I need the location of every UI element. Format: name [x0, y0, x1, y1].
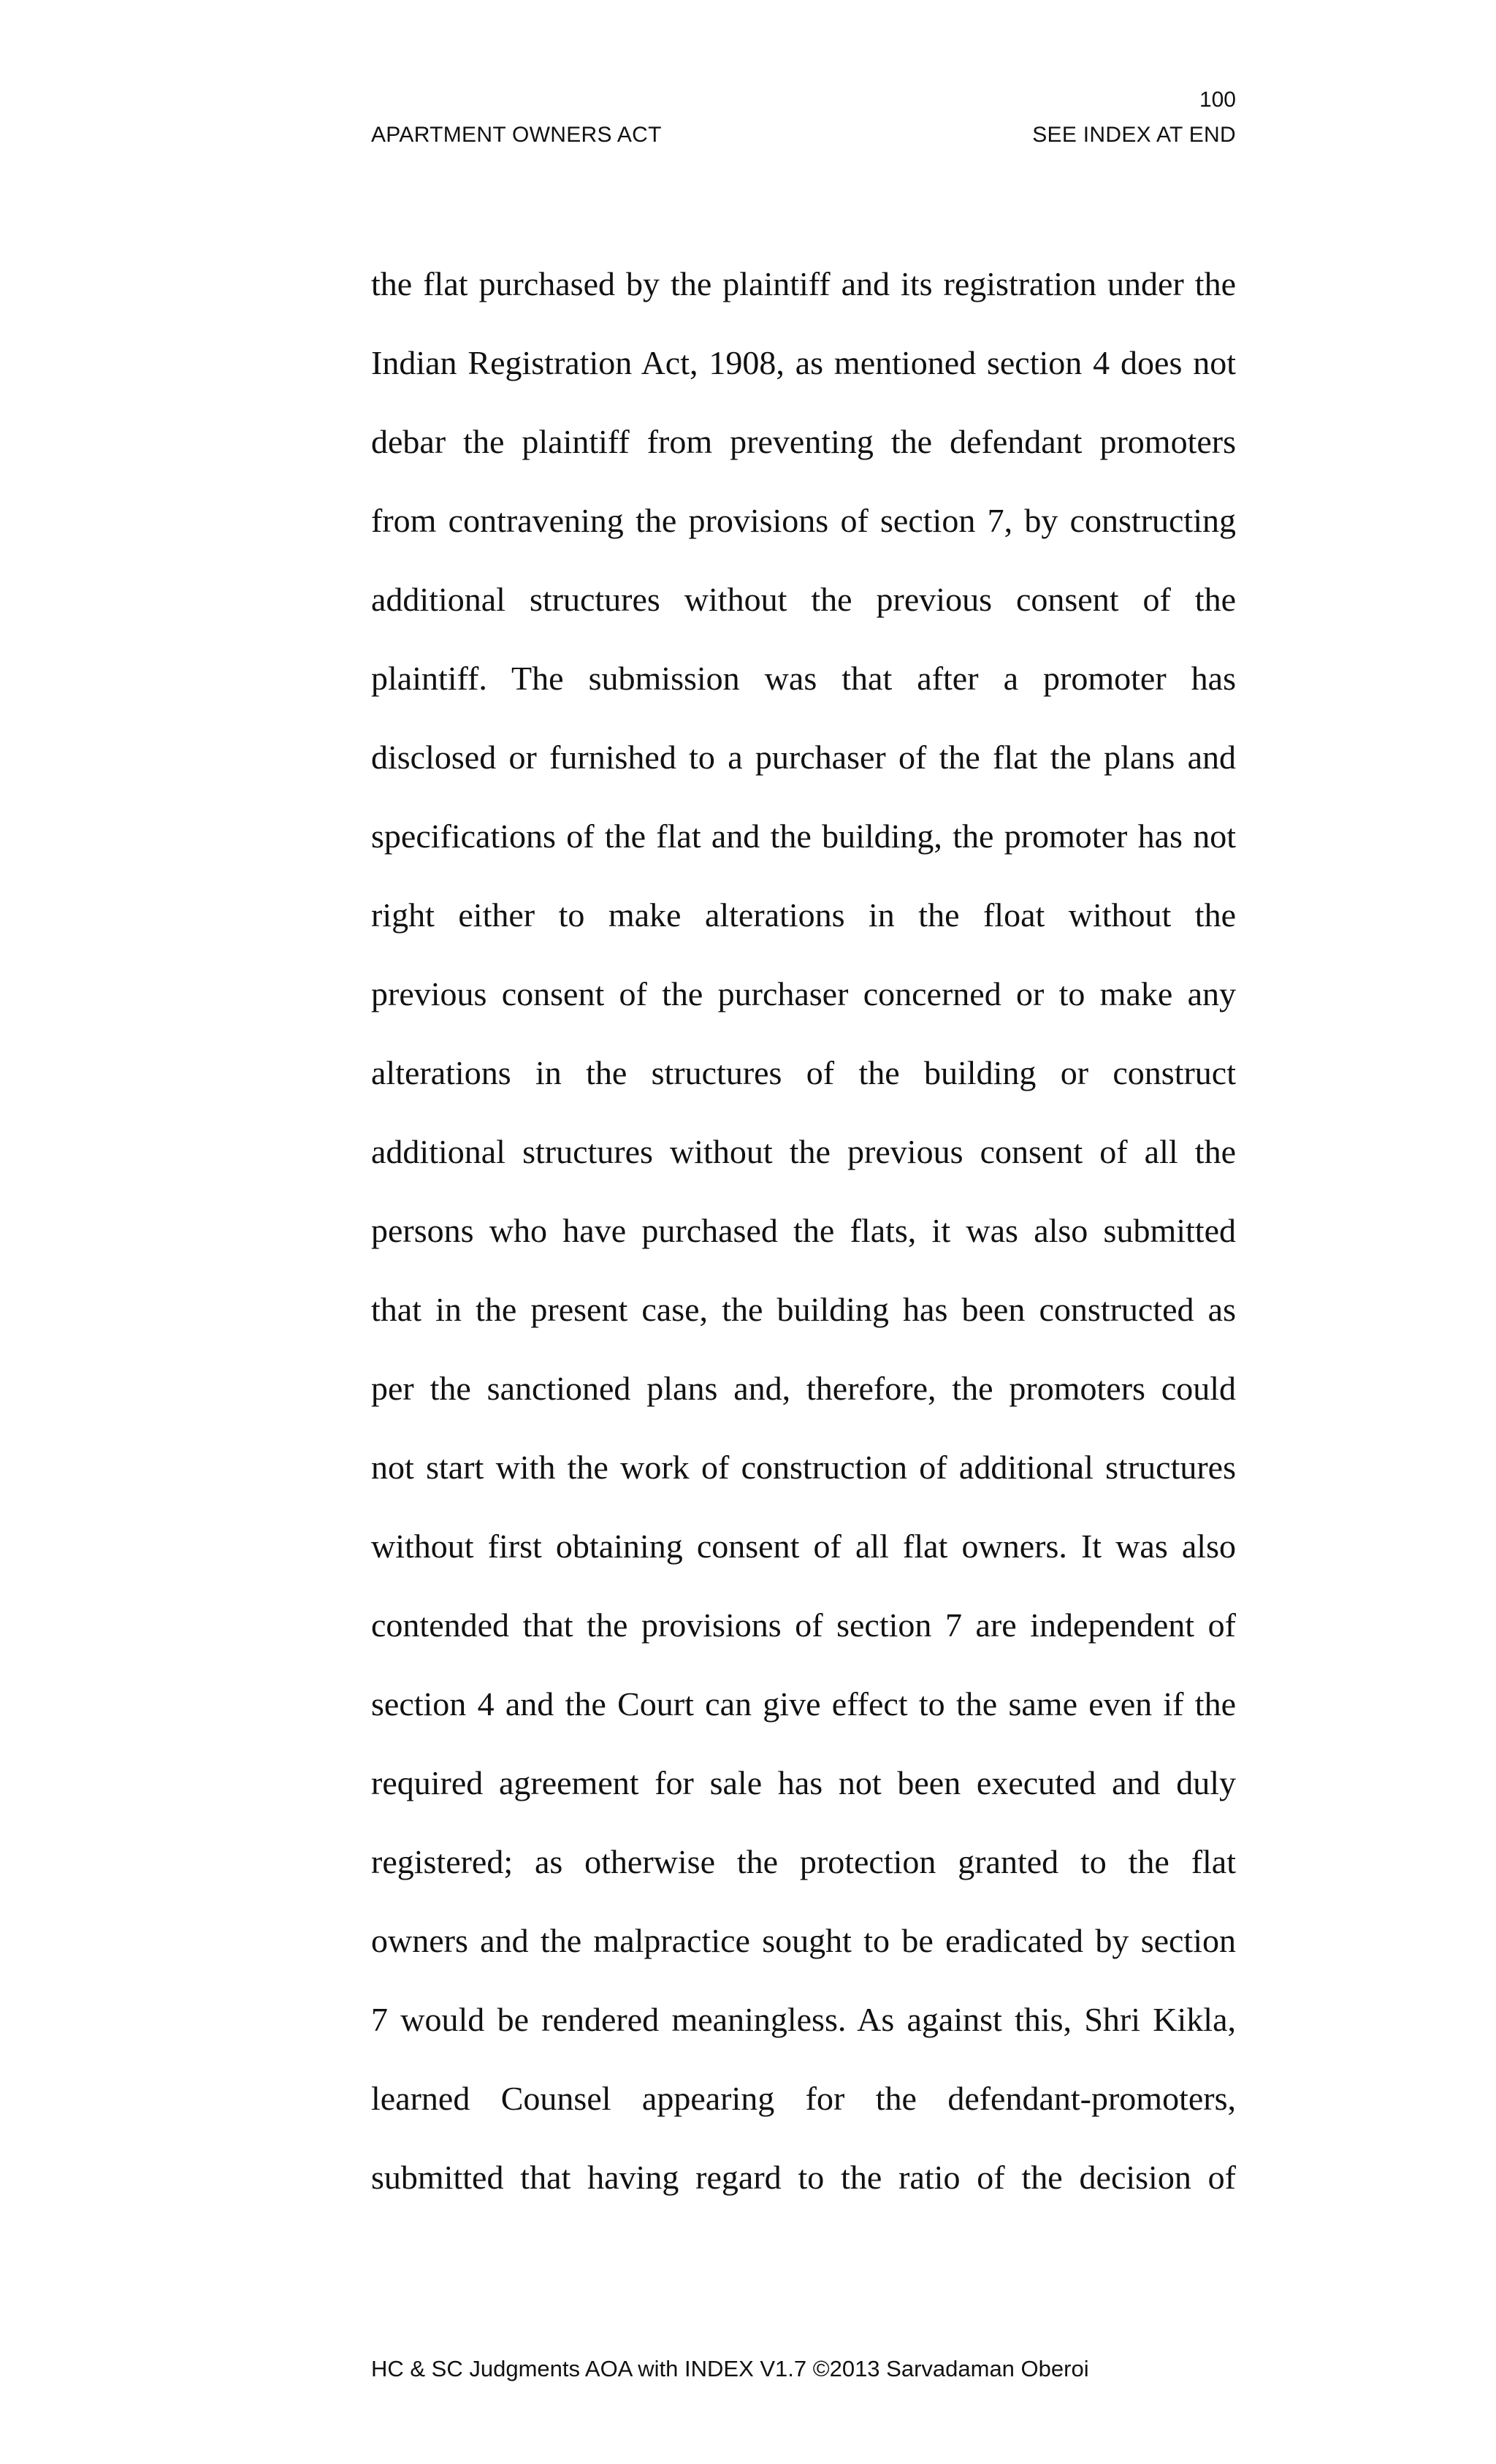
text-line: alterations in the structures of the building or construct: [371, 1054, 1236, 1091]
text-line: specifications of the flat and the building, the promoter has not: [371, 817, 1236, 855]
text-line: persons who have purchased the flats, it was also submitted: [371, 1212, 1236, 1249]
running-header-title: APARTMENT OWNERS ACT: [371, 123, 662, 147]
text-line: not start with the work of construction of additional structures: [371, 1449, 1236, 1486]
text-line: right either to make alterations in the float without the: [371, 896, 1236, 934]
text-line: debar the plaintiff from preventing the defendant promoters: [371, 423, 1236, 460]
text-line: previous consent of the purchaser concerned or to make any: [371, 975, 1236, 1012]
text-line: required agreement for sale has not been executed and duly: [371, 1764, 1236, 1801]
text-line: from contravening the provisions of section 7, by constructing: [371, 502, 1236, 539]
text-line: 7 would be rendered meaningless. As against this, Shri Kikla,: [371, 2001, 1236, 2038]
running-header-index-note: SEE INDEX AT END: [1032, 123, 1236, 147]
text-line: owners and the malpractice sought to be eradicated by section: [371, 1922, 1236, 1959]
text-line: additional structures without the previous consent of the: [371, 581, 1236, 618]
text-line: that in the present case, the building has been constructed as: [371, 1291, 1236, 1328]
text-line: Indian Registration Act, 1908, as mentioned section 4 does not: [371, 344, 1236, 381]
text-line: the flat purchased by the plaintiff and its registration under the: [371, 265, 1236, 302]
footer-copyright: HC & SC Judgments AOA with INDEX V1.7 ©2013 Sarvadaman Oberoi: [371, 2356, 1089, 2381]
text-line: learned Counsel appearing for the defendant-promoters,: [371, 2080, 1236, 2117]
text-line: registered; as otherwise the protection granted to the flat: [371, 1843, 1236, 1880]
body-text: [371, 263, 1236, 2235]
text-line: plaintiff. The submission was that after a promoter has: [371, 660, 1236, 697]
text-line: disclosed or furnished to a purchaser of the flat the plans and: [371, 739, 1236, 776]
text-line: section 4 and the Court can give effect to the same even if the: [371, 1685, 1236, 1723]
text-line: submitted that having regard to the ratio of the decision of: [371, 2159, 1236, 2196]
text-line: additional structures without the previous consent of all the: [371, 1133, 1236, 1170]
text-line: contended that the provisions of section 7 are independent of: [371, 1606, 1236, 1644]
text-line: without first obtaining consent of all flat owners. It was also: [371, 1527, 1236, 1565]
page-number: 100: [1199, 88, 1236, 112]
text-line: per the sanctioned plans and, therefore, the promoters could: [371, 1370, 1236, 1407]
